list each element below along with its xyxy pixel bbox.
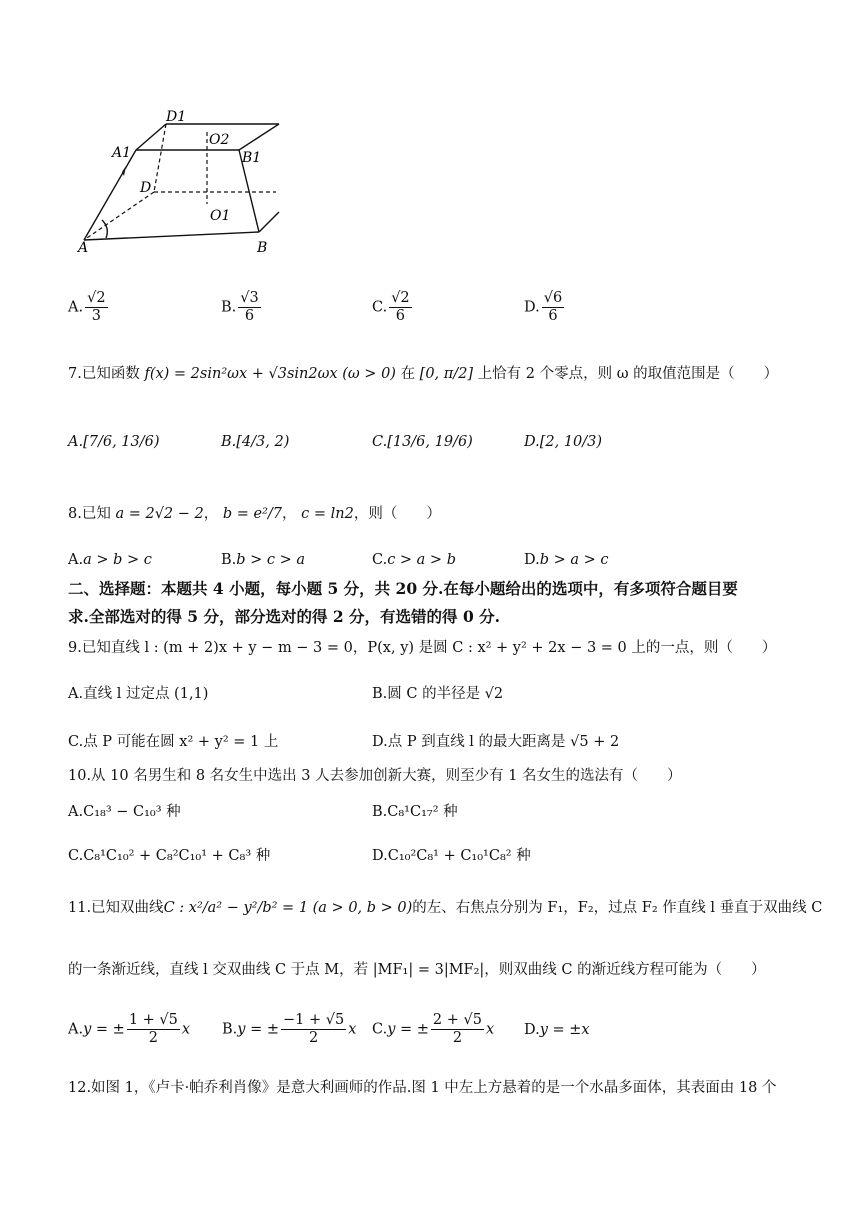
q6-option-b: B. $\frac{√3}{6}$ [221,290,259,324]
q8-option-d: D.b > a > c [524,552,609,568]
frustum-figure [74,104,294,264]
q11-option-d: D.y = ±x [524,1022,590,1038]
q9-option-b: B.圆 C 的半径是 √2 [372,686,504,702]
q9-option-a: A.直线 l 过定点 (1,1) [68,686,209,702]
q10-option-d: D.C₁₀²C₈¹ + C₁₀¹C₈² 种 [372,848,531,864]
q7-option-b: B.[4/3, 2) [221,434,290,450]
q9-stem: 9.已知直线 l : (m + 2)x + y − m − 3 = 0，P(x, y) 是圆 C : x² + y² + 2x − 3 = 0 上的一点，则（ ） [68,640,777,656]
q8-option-b: B.b > c > a [221,552,306,568]
q8-option-a: A.a > b > c [68,552,152,568]
q7-option-d: D.[2, 10/3) [524,434,603,450]
q11-stem-line1: 11.已知双曲线C : x²/a² − y²/b² = 1 (a > 0, b > 0)的左、右焦点分别为 F₁，F₂，过点 F₂ 作直线 l 垂直于双曲线 C [68,900,823,916]
q6-option-d: D. $\frac{√6}{6}$ [524,290,563,324]
label-d: D [140,180,152,196]
q7-stem: 7.已知函数 f(x) = 2sin²ωx + √3sin2ωx (ω > 0) 在 [0, π/2] 上恰有 2 个零点，则 ω 的取值范围是（ ） [68,366,779,382]
q11-option-c: C.y = ± $\frac{2 + √5}{2}$ x [372,1012,495,1046]
q10-option-b: B.C₈¹C₁₇² 种 [372,804,458,820]
q10-option-a: A.C₁₈³ − C₁₀³ 种 [68,804,181,820]
section-2-heading-line2: 求.全部选对的得 5 分，部分选对的得 2 分，有选错的得 0 分. [68,607,501,626]
q9-option-d: D.点 P 到直线 l 的最大距离是 √5 + 2 [372,734,620,750]
edge-b-right [259,212,279,232]
label-b1: B1 [242,150,262,166]
q10-stem: 10.从 10 名男生和 8 名女生中选出 3 人去参加创新大赛，则至少有 1 名女生的选法有（ ） [68,768,682,784]
q10-option-c: C.C₈¹C₁₀² + C₈²C₁₀¹ + C₈³ 种 [68,848,271,864]
q9-option-c: C.点 P 可能在圆 x² + y² = 1 上 [68,734,279,750]
edge-b1-top-right [239,124,279,150]
label-a1: A1 [112,145,132,161]
label-a: A [78,240,89,256]
label-b: B [257,240,268,256]
section-2-heading-line1: 二、选择题：本题共 4 小题，每小题 5 分，共 20 分.在每小题给出的选项中，有多项符合题目要 [68,579,738,598]
q11-option-b: B.y = ± $\frac{-1 + √5}{2}$ x [222,1012,357,1046]
q8-option-c: C.c > a > b [372,552,456,568]
hidden-d1-d [154,124,166,192]
hidden-d-a [84,192,154,240]
q6-option-a: A. $\frac{√2}{3}$ [68,290,106,324]
q11-stem-line2: 的一条渐近线，直线 l 交双曲线 C 于点 M，若 |MF₁| = 3|MF₂|，则双曲线 C 的渐近线方程可能为（ ） [68,962,766,978]
edge-a-b [84,232,259,240]
edge-a1-a [84,150,136,240]
angle-arc [102,220,107,238]
q12-stem-line1: 12.如图 1，《卢卡·帕乔利肖像》是意大利画师的作品.图 1 中左上方悬着的是一个水晶多面体，其表面由 18 个 [68,1080,777,1096]
q6-option-c: C. $\frac{√2}{6}$ [372,290,410,324]
label-o2: O2 [209,132,230,148]
label-d1: D1 [166,109,187,125]
q7-option-c: C.[13/6, 19/6) [372,434,473,450]
q8-stem: 8.已知 a = 2√2 − 2， b = e²/7， c = ln2，则（ ） [68,506,441,522]
q11-option-a: A.y = ± $\frac{1 + √5}{2}$ x [68,1012,191,1046]
q7-option-a: A.[7/6, 13/6) [68,434,160,450]
label-o1: O1 [210,208,231,224]
